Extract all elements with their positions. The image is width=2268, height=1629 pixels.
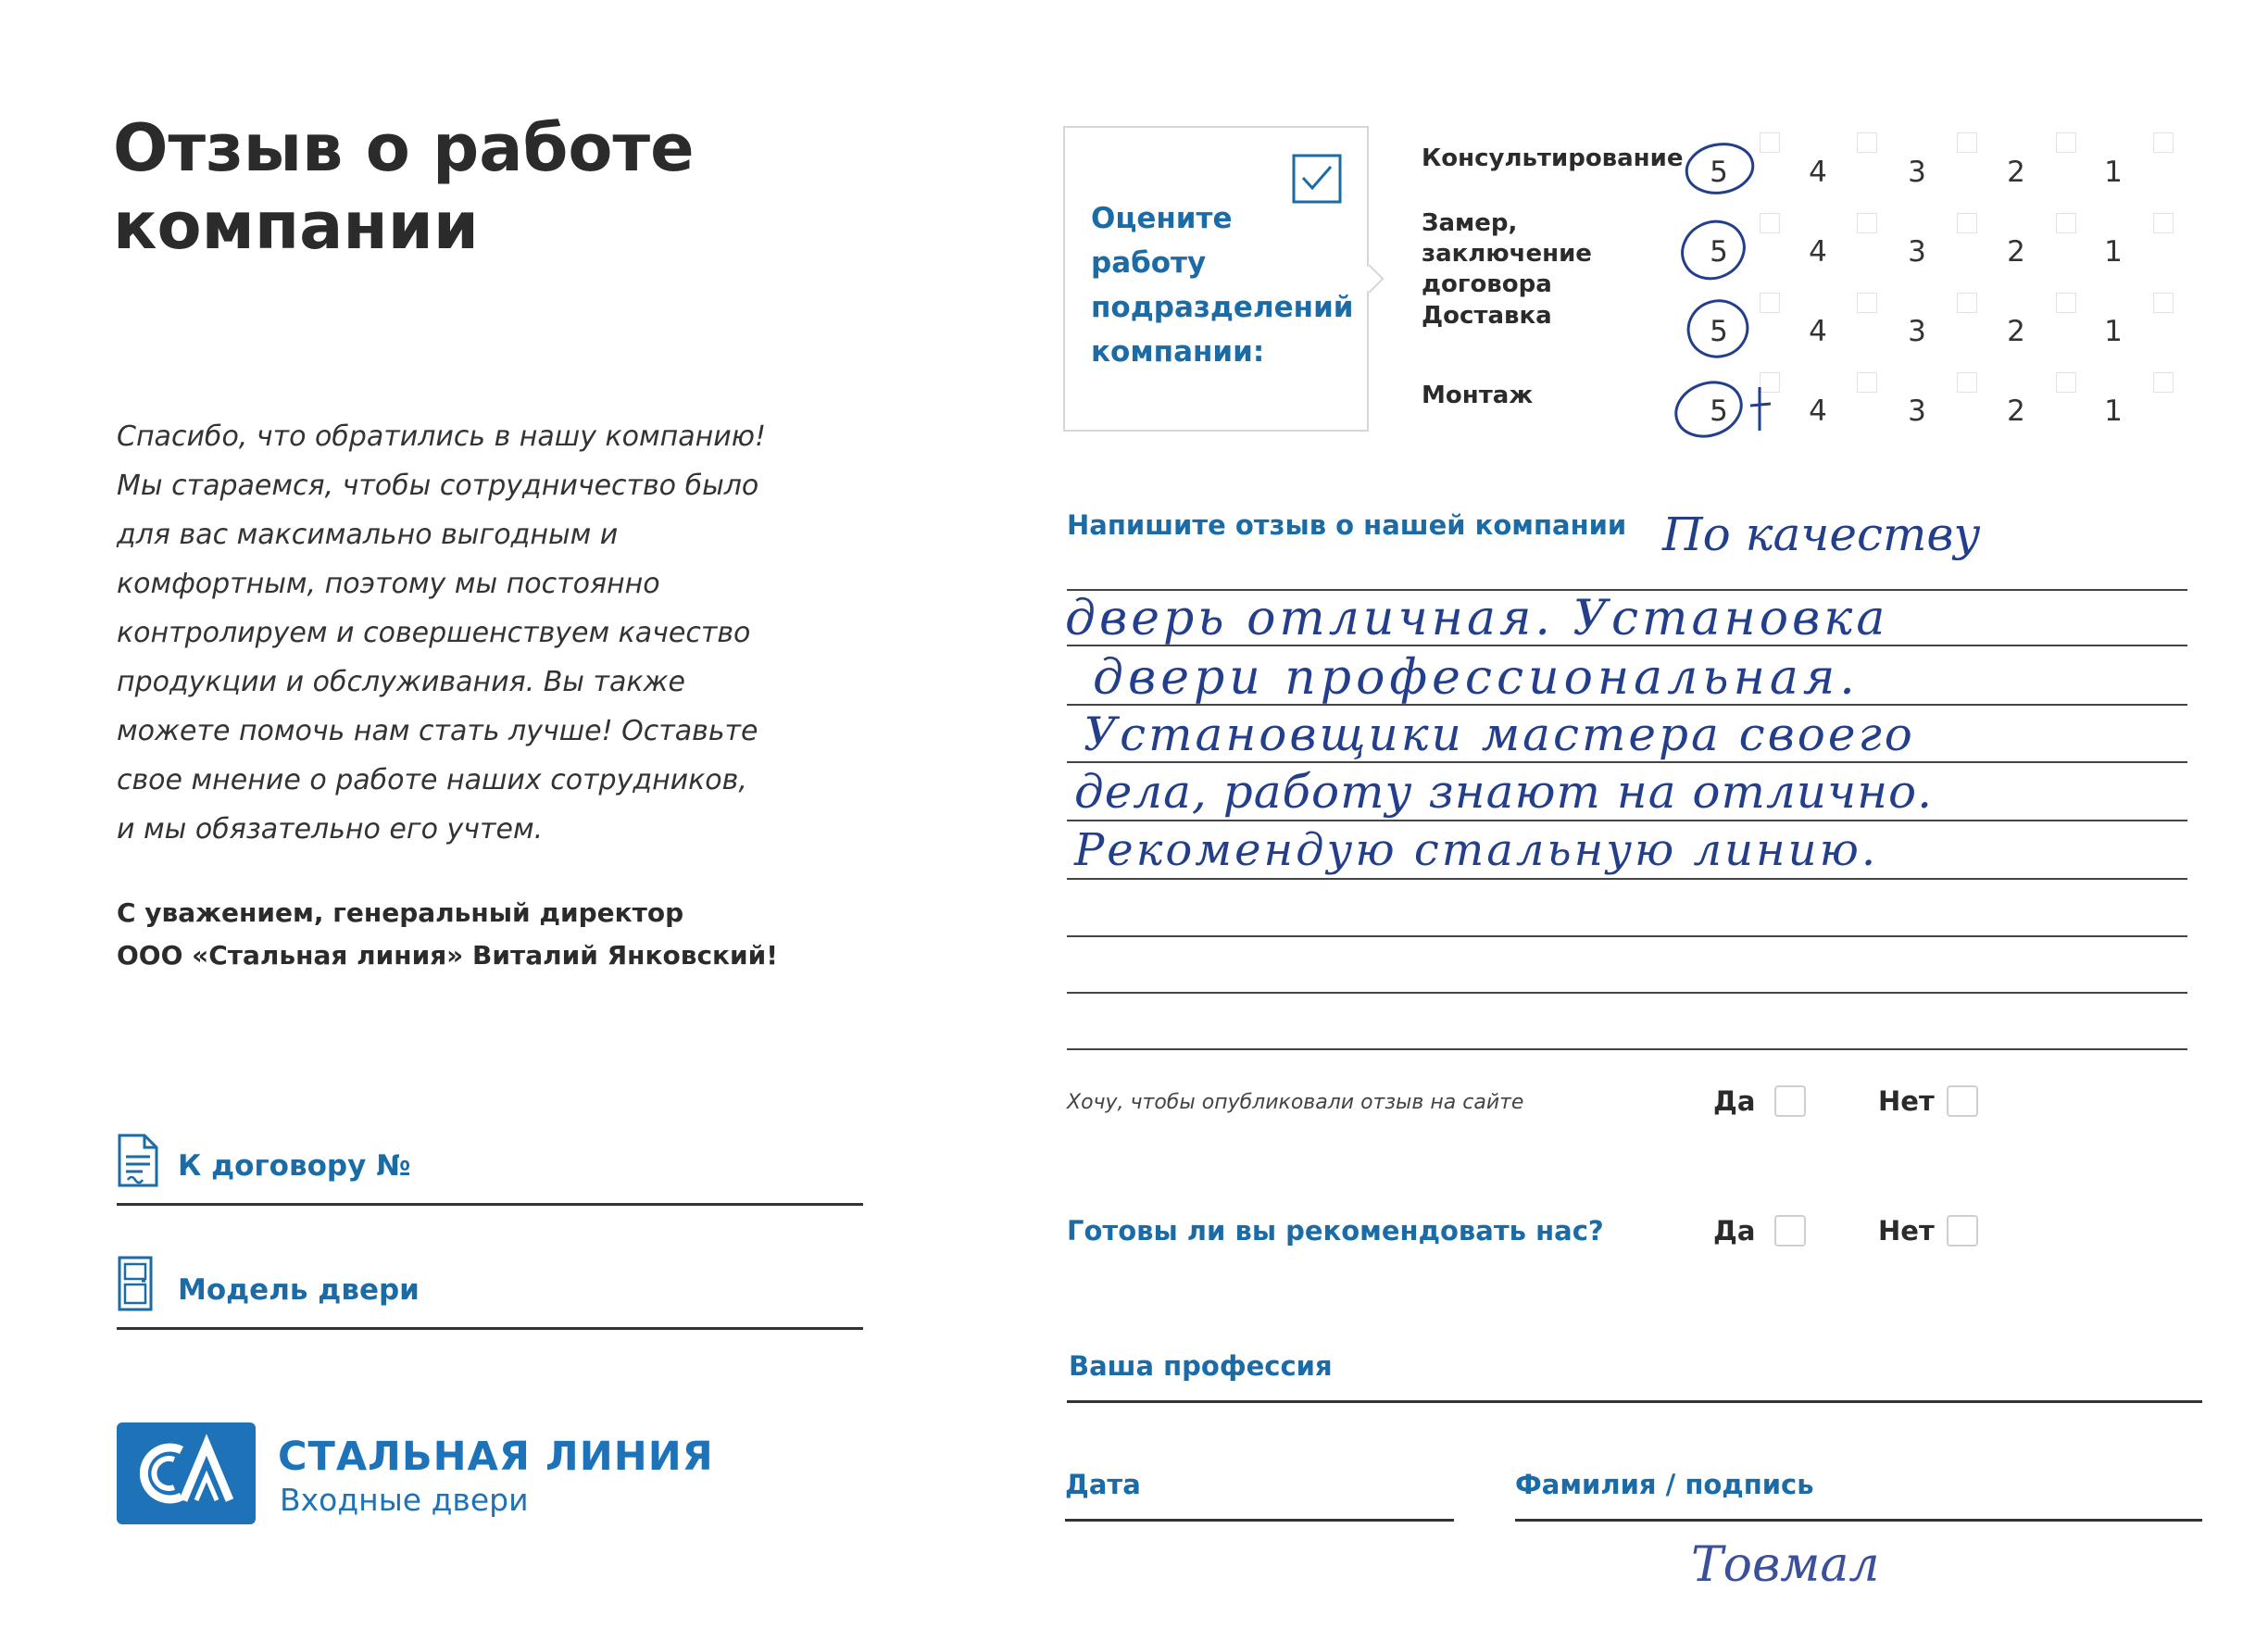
logo-name: СТАЛЬНАЯ ЛИНИЯ bbox=[278, 1434, 714, 1480]
rating-prompt-line: Оцените bbox=[1091, 202, 1233, 235]
score-3[interactable]: 3 bbox=[1908, 395, 1926, 428]
score-3[interactable]: 3 bbox=[1908, 156, 1926, 189]
score-5[interactable]: 5 bbox=[1710, 235, 1728, 269]
intro-line: можете помочь нам стать лучше! Оставьте bbox=[117, 715, 758, 747]
title-line-1: Отзыв о работе bbox=[113, 110, 695, 186]
intro-line: Мы стараемся, чтобы сотрудничество было bbox=[117, 470, 759, 502]
publish-no-checkbox[interactable] bbox=[1947, 1085, 1978, 1117]
handwritten-review-line: дверь отличная. Установка bbox=[1065, 591, 1889, 646]
intro-line: и мы обязательно его учтем. bbox=[117, 813, 544, 846]
selection-circle bbox=[1673, 211, 1754, 288]
category-label: Консультирование bbox=[1422, 144, 1684, 172]
date-input-line[interactable] bbox=[1065, 1519, 1454, 1522]
score-2[interactable]: 2 bbox=[2007, 235, 2025, 269]
review-line bbox=[1067, 1048, 2187, 1050]
profession-input-line[interactable] bbox=[1067, 1400, 2202, 1403]
handwritten-review-line: Установщики мастера своего bbox=[1084, 708, 1915, 761]
review-line bbox=[1067, 878, 2187, 880]
recommend-yes-checkbox[interactable] bbox=[1774, 1215, 1806, 1247]
review-line bbox=[1067, 761, 2187, 763]
score-5[interactable]: 5 bbox=[1710, 315, 1728, 348]
handwritten-review-line: двери профессиональная. bbox=[1093, 650, 1860, 706]
recommend-no-checkbox[interactable] bbox=[1947, 1215, 1978, 1247]
signoff-line-2: ООО «Стальная линия» Виталий Янковский! bbox=[117, 940, 779, 971]
plus-mark bbox=[1750, 387, 1771, 431]
score-4[interactable]: 4 bbox=[1809, 235, 1827, 269]
score-4[interactable]: 4 bbox=[1809, 315, 1827, 348]
intro-line: продукции и обслуживания. Вы также bbox=[117, 666, 685, 698]
date-label: Дата bbox=[1065, 1469, 1141, 1500]
score-2[interactable]: 2 bbox=[2007, 156, 2025, 189]
handwritten-review-line: дела, работу знают на отлично. bbox=[1074, 765, 1934, 819]
score-3[interactable]: 3 bbox=[1908, 315, 1926, 348]
score-1[interactable]: 1 bbox=[2104, 156, 2123, 189]
rating-prompt-line: компании: bbox=[1091, 335, 1265, 369]
score-1[interactable]: 1 bbox=[2104, 235, 2123, 269]
category-label: Доставка bbox=[1422, 302, 1552, 330]
signature-input-line[interactable] bbox=[1515, 1519, 2202, 1522]
category-label: Замер, заключение bbox=[1422, 209, 1592, 268]
intro-line: контролируем и совершенствуем качество bbox=[117, 617, 751, 649]
score-1[interactable]: 1 bbox=[2104, 395, 2123, 428]
profession-label: Ваша профессия bbox=[1069, 1350, 1333, 1382]
intro-line: комфортным, поэтому мы постоянно bbox=[117, 568, 660, 600]
category-label: Монтаж bbox=[1422, 382, 1534, 409]
recommend-yes-label: Да bbox=[1713, 1215, 1756, 1247]
intro-line: Спасибо, что обратились в нашу компанию! bbox=[117, 420, 767, 453]
publish-yes-label: Да bbox=[1713, 1085, 1756, 1117]
score-2[interactable]: 2 bbox=[2007, 315, 2025, 348]
recommend-question: Готовы ли вы рекомендовать нас? bbox=[1067, 1215, 1604, 1247]
logo-subtitle: Входные двери bbox=[280, 1482, 529, 1518]
score-4[interactable]: 4 bbox=[1809, 156, 1827, 189]
intro-line: свое мнение о работе наших сотрудников, bbox=[117, 764, 747, 796]
contract-number-label: К договору № bbox=[178, 1149, 411, 1183]
handwritten-signature: Товмал bbox=[1691, 1537, 1880, 1593]
score-1[interactable]: 1 bbox=[2104, 315, 2123, 348]
intro-line: для вас максимально выгодным и bbox=[117, 519, 619, 551]
review-line bbox=[1067, 935, 2187, 937]
handwritten-review-line: По качеству bbox=[1662, 507, 1981, 561]
publish-yes-checkbox[interactable] bbox=[1774, 1085, 1806, 1117]
category-label: договора bbox=[1422, 270, 1552, 298]
review-line bbox=[1067, 992, 2187, 994]
review-heading: Напишите отзыв о нашей компании bbox=[1067, 509, 1627, 541]
selection-circle bbox=[1683, 139, 1757, 198]
score-2[interactable]: 2 bbox=[2007, 395, 2025, 428]
publish-no-label: Нет bbox=[1878, 1085, 1935, 1117]
title-line-2: компании bbox=[113, 188, 479, 264]
selection-circle bbox=[1682, 294, 1753, 364]
signoff-line-1: С уважением, генеральный директор bbox=[117, 897, 684, 928]
handwritten-review-line: Рекомендую стальную линию. bbox=[1074, 824, 1879, 876]
door-model-label: Модель двери bbox=[178, 1273, 420, 1307]
selection-circle bbox=[1669, 373, 1749, 445]
score-5[interactable]: 5 bbox=[1710, 156, 1728, 189]
rating-prompt-line: подразделений bbox=[1091, 291, 1354, 324]
review-line bbox=[1067, 820, 2187, 821]
score-3[interactable]: 3 bbox=[1908, 235, 1926, 269]
rating-prompt-line: работу bbox=[1091, 246, 1207, 280]
score-4[interactable]: 4 bbox=[1809, 395, 1827, 428]
recommend-no-label: Нет bbox=[1878, 1215, 1935, 1247]
score-5[interactable]: 5 bbox=[1710, 395, 1728, 428]
signature-label: Фамилия / подпись bbox=[1515, 1469, 1814, 1500]
publish-question: Хочу, чтобы опубликовали отзыв на сайте bbox=[1067, 1091, 1524, 1114]
